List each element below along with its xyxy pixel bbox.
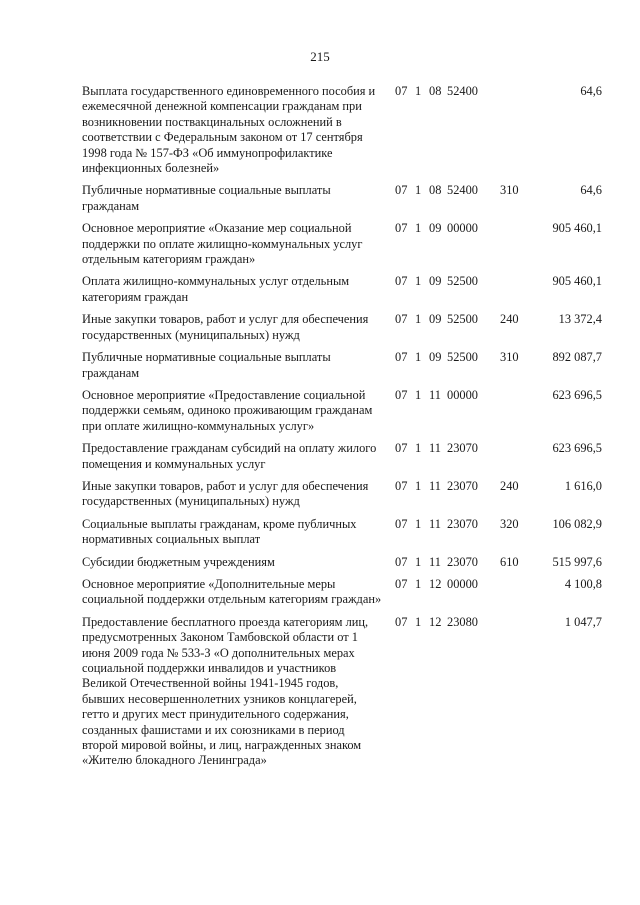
code-section: 07 (395, 478, 408, 493)
code-direction: 23070 (447, 441, 478, 456)
code-direction: 23070 (447, 554, 478, 569)
code-subprogram: 12 (429, 576, 442, 591)
code-subprogram: 11 (429, 387, 441, 402)
row-amount: 64,6 (580, 84, 602, 98)
row-name: Публичные нормативные социальные выплаты гражданам (82, 350, 331, 380)
row-amount: 13 372,4 (558, 312, 602, 327)
row-name: Выплата государственного единовременного пособия и ежемесячной денежной компенсации гражданам при возникновении поствакцинальных осложнений в соответствии с Федеральным законом от 17 сентября 1998 года № 157-ФЗ «Об иммунопрофилактике инфекционных болезней» (82, 84, 376, 176)
row-name: Социальные выплаты гражданам, кроме публичных нормативных социальных выплат (82, 516, 357, 547)
code-direction: 52400 (447, 183, 478, 198)
table-row (82, 517, 602, 548)
page-number: 215 (310, 49, 330, 64)
row-name: Основное мероприятие «Предоставление социальной поддержки семьям, одиноко проживающим гражданам при оплате жилищно-коммунальных услуг» (82, 387, 373, 433)
code-program: 1 (415, 387, 422, 402)
code-subprogram: 09 (429, 350, 442, 365)
code-program: 1 (415, 183, 422, 198)
code-section: 07 (395, 274, 408, 289)
row-amount: 106 082,9 (552, 516, 602, 531)
code-subprogram: 11 (429, 554, 441, 569)
table-row (82, 183, 602, 214)
code-direction: 23070 (447, 516, 478, 531)
code-section: 07 (395, 516, 408, 531)
table-row (82, 479, 602, 510)
code-subprogram: 11 (429, 441, 441, 456)
code-direction: 00000 (447, 387, 478, 402)
expense-type-code: 610 (500, 554, 519, 569)
code-direction: 52500 (447, 274, 478, 289)
table-row (82, 274, 602, 305)
row-amount: 905 460,1 (552, 274, 602, 289)
row-name: Предоставление бесплатного проезда категориям лиц, предусмотренных Законом Тамбовской области от 1 июня 2009 года № 533-З «О дополнительных мерах социальной поддержки инвалидов и участников Великой Отечественной войны 1941-1945 годов, бывших несовершеннолетних узников концлагерей, гетто и других мест принудительного содержания, созданных фашистами и их союзниками в период второй мировой войны, и лиц, награжденных знаком «Жителю блокадного Ленинграда» (82, 614, 369, 768)
code-direction: 00000 (447, 576, 478, 591)
code-program: 1 (415, 554, 422, 569)
code-program: 1 (415, 614, 422, 629)
row-amount: 1 616,0 (564, 478, 602, 493)
row-name: Публичные нормативные социальные выплаты гражданам (82, 183, 331, 213)
code-subprogram: 11 (429, 478, 441, 493)
code-subprogram: 12 (429, 614, 442, 629)
row-name: Субсидии бюджетным учреждениям (82, 554, 275, 569)
code-program: 1 (415, 350, 422, 365)
row-name: Иные закупки товаров, работ и услуг для обеспечения государственных (муниципальных) нужд (82, 478, 369, 509)
table-row (82, 350, 602, 381)
row-amount: 4 100,8 (564, 576, 602, 591)
code-program: 1 (415, 576, 422, 591)
code-section: 07 (395, 554, 408, 569)
code-program: 1 (415, 516, 422, 531)
table-row (82, 221, 602, 267)
code-subprogram: 08 (429, 84, 442, 98)
row-name: Оплата жилищно-коммунальных услуг отдельным категориям граждан (82, 274, 350, 304)
expense-type-code: 310 (500, 350, 519, 365)
table-row (82, 388, 602, 434)
code-program: 1 (415, 274, 422, 289)
code-direction: 52400 (447, 84, 478, 98)
row-name: Основное мероприятие «Дополнительные меры социальной поддержки отдельным категориям граждан» (82, 576, 382, 607)
code-subprogram: 11 (429, 516, 441, 531)
row-amount: 1 047,7 (564, 614, 602, 629)
code-subprogram: 09 (429, 221, 442, 236)
row-amount: 515 997,6 (552, 554, 602, 569)
code-program: 1 (415, 312, 422, 327)
row-name: Основное мероприятие «Оказание мер социальной поддержки по оплате жилищно-коммунальных услуг отдельным категориям граждан» (82, 221, 363, 267)
code-program: 1 (415, 441, 422, 456)
row-name: Иные закупки товаров, работ и услуг для обеспечения государственных (муниципальных) нужд (82, 312, 369, 342)
code-section: 07 (395, 387, 408, 402)
code-direction: 00000 (447, 221, 478, 236)
row-amount: 623 696,5 (552, 441, 602, 456)
row-amount: 892 087,7 (552, 350, 602, 365)
expense-type-code: 240 (500, 312, 519, 327)
expense-type-code: 320 (500, 516, 519, 531)
code-subprogram: 08 (429, 183, 442, 198)
table-row (82, 577, 602, 608)
code-section: 07 (395, 576, 408, 591)
code-section: 07 (395, 350, 408, 365)
code-subprogram: 09 (429, 274, 442, 289)
row-amount: 64,6 (580, 183, 602, 198)
code-section: 07 (395, 221, 408, 236)
table-row (82, 84, 602, 176)
expense-type-code: 310 (500, 183, 519, 198)
table-row (82, 312, 602, 343)
code-subprogram: 09 (429, 312, 442, 327)
code-program: 1 (415, 478, 422, 493)
code-direction: 52500 (447, 312, 478, 327)
row-amount: 623 696,5 (552, 387, 602, 402)
code-program: 1 (415, 84, 422, 98)
code-direction: 23080 (447, 614, 478, 629)
code-section: 07 (395, 441, 408, 456)
code-section: 07 (395, 614, 408, 629)
row-amount: 905 460,1 (552, 221, 602, 236)
table-row (82, 555, 602, 570)
expense-type-code: 240 (500, 478, 519, 493)
row-name: Предоставление гражданам субсидий на оплату жилого помещения и коммунальных услуг (82, 441, 377, 471)
code-direction: 23070 (447, 478, 478, 493)
code-section: 07 (395, 312, 408, 327)
code-program: 1 (415, 221, 422, 236)
code-direction: 52500 (447, 350, 478, 365)
code-section: 07 (395, 183, 408, 198)
table-row (82, 615, 602, 769)
table-row (82, 441, 602, 472)
budget-table (82, 84, 602, 776)
code-section: 07 (395, 84, 408, 98)
